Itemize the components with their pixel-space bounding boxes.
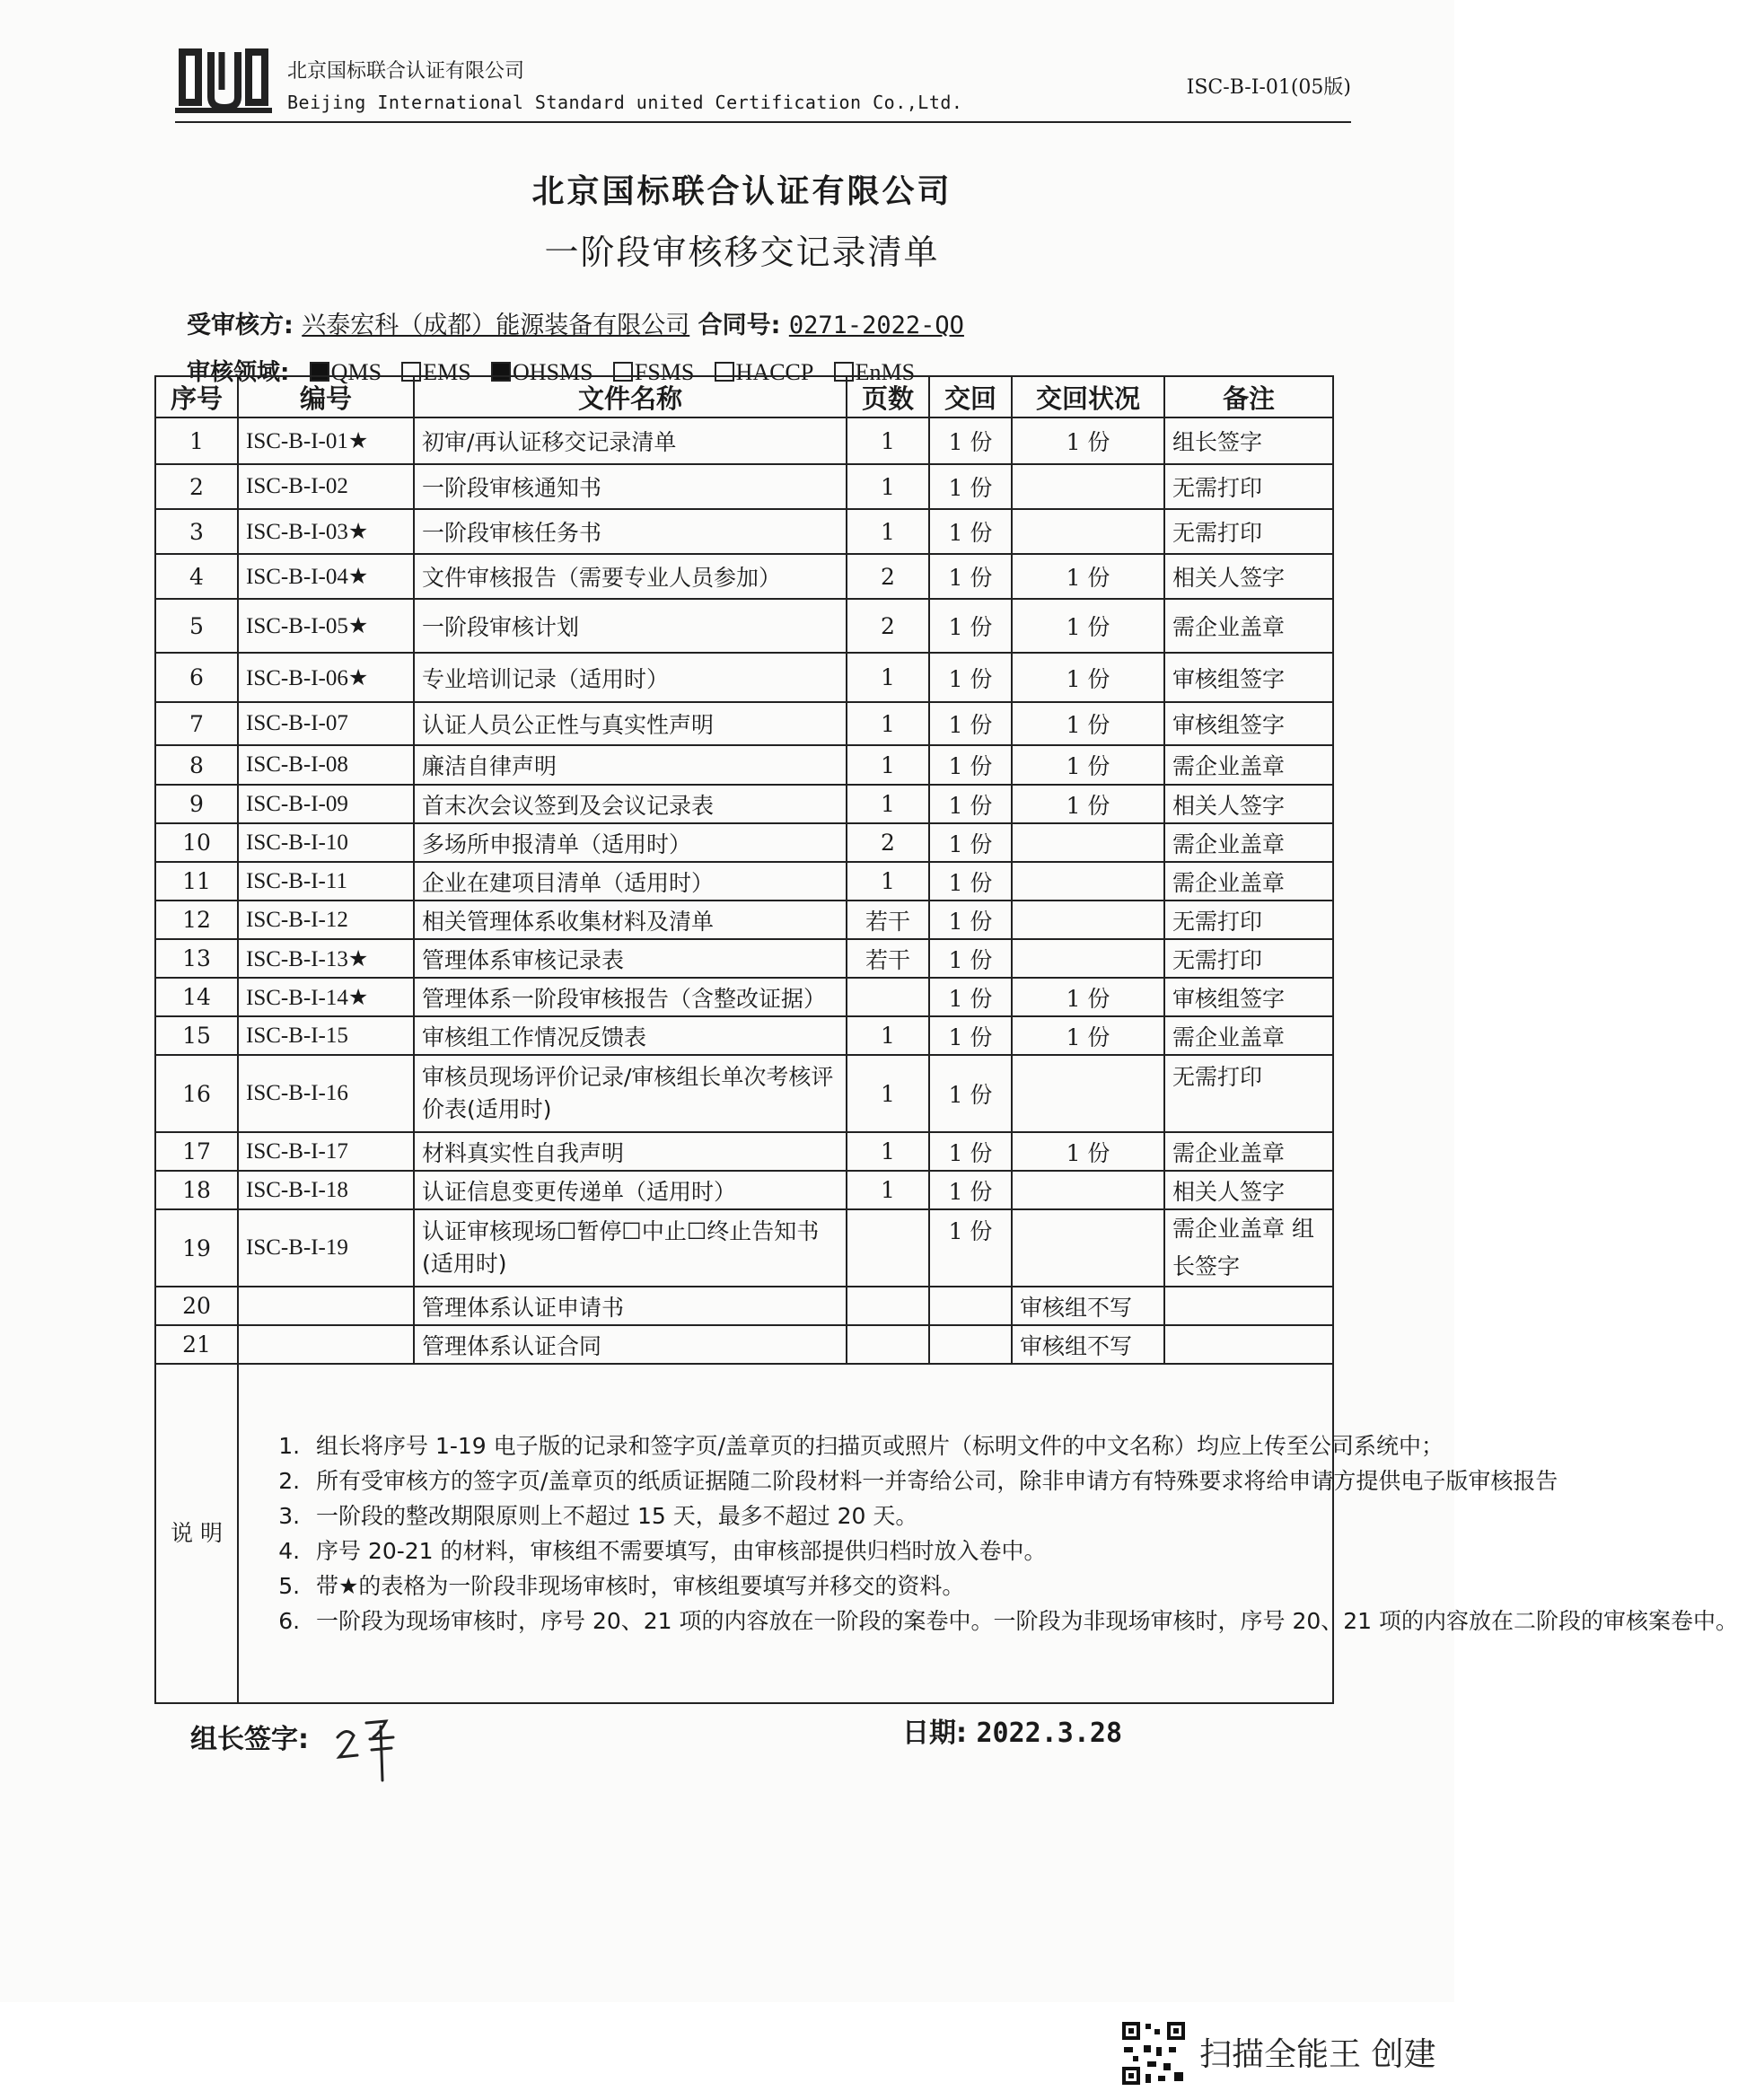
cell-returned: 1 份	[929, 464, 1012, 509]
cell-code: ISC-B-I-13★	[238, 939, 414, 978]
cell-pages: 若干	[847, 901, 929, 939]
cell-pages: 1	[847, 464, 929, 509]
contract-number: 0271-2022-QO	[788, 312, 964, 339]
column-header-no: 序号	[155, 376, 238, 417]
cell-status: 1 份	[1012, 745, 1164, 785]
cell-code: ISC-B-I-03★	[238, 509, 414, 554]
cell-returned	[929, 1287, 1012, 1325]
cell-no: 18	[155, 1171, 238, 1209]
cell-no: 19	[155, 1209, 238, 1287]
document-code: ISC-B-I-01(05版)	[1186, 76, 1351, 99]
cell-status	[1012, 464, 1164, 509]
cell-pages: 1	[847, 417, 929, 464]
cell-no: 8	[155, 745, 238, 785]
cell-filename: 审核组工作情况反馈表	[414, 1016, 847, 1055]
table-header-row	[155, 376, 1333, 417]
cell-returned: 1 份	[929, 1171, 1012, 1209]
cell-status: 1 份	[1012, 653, 1164, 702]
qr-code-icon	[1120, 2020, 1187, 2087]
audited-party-value: 兴泰宏科（成都）能源装备有限公司	[302, 312, 690, 339]
cell-code: ISC-B-I-17	[238, 1132, 414, 1171]
table-row	[155, 978, 1333, 1016]
cell-remarks: 无需打印	[1164, 464, 1333, 509]
note-item: 6. 一阶段为现场审核时，序号 20、21 项的内容放在一阶段的案卷中。一阶段为非现场审核时，序号 20、21 项的内容放在二阶段的审核案卷中。	[307, 1604, 1325, 1639]
note-item: 1. 组长将序号 1-19 电子版的记录和签字页/盖章页的扫描页或照片（标明文件的中文名称）均应上传至公司系统中；	[307, 1428, 1325, 1463]
cell-no: 21	[155, 1325, 238, 1364]
cell-filename: 相关管理体系收集材料及清单	[414, 901, 847, 939]
table-row	[155, 785, 1333, 823]
column-header-pages: 页数	[847, 376, 929, 417]
table-row	[155, 417, 1333, 464]
audited-party-row	[187, 305, 964, 340]
cell-remarks: 需企业盖章	[1164, 823, 1333, 862]
cell-status: 1 份	[1012, 417, 1164, 464]
cell-status	[1012, 1171, 1164, 1209]
cell-status	[1012, 939, 1164, 978]
cell-returned: 1 份	[929, 1016, 1012, 1055]
table-row	[155, 745, 1333, 785]
cell-remarks	[1164, 1287, 1333, 1325]
cell-returned: 1 份	[929, 554, 1012, 599]
notes-row	[155, 1364, 1333, 1703]
cell-pages	[847, 1325, 929, 1364]
column-header-status: 交回状况	[1012, 376, 1164, 417]
cell-code: ISC-B-I-08	[238, 745, 414, 785]
notes-list	[246, 1428, 1738, 1639]
cell-pages: 1	[847, 1016, 929, 1055]
cell-remarks: 无需打印	[1164, 901, 1333, 939]
table-row	[155, 1209, 1333, 1287]
cell-returned: 1 份	[929, 901, 1012, 939]
cell-code: ISC-B-I-01★	[238, 417, 414, 464]
cell-no: 2	[155, 464, 238, 509]
scope-haccp: HACCP	[735, 359, 814, 385]
cell-filename: 认证审核现场☐暂停☐中止☐终止告知书(适用时)	[414, 1209, 847, 1287]
cell-no: 11	[155, 862, 238, 901]
cell-pages: 1	[847, 702, 929, 745]
note-item: 3. 一阶段的整改期限原则上不超过 15 天，最多不超过 20 天。	[307, 1498, 1325, 1533]
cell-code: ISC-B-I-10	[238, 823, 414, 862]
cell-remarks: 组长签字	[1164, 417, 1333, 464]
cell-no: 7	[155, 702, 238, 745]
cell-no: 3	[155, 509, 238, 554]
table-row	[155, 1171, 1333, 1209]
leader-signature-label: 组长签字:	[190, 1724, 309, 1755]
cell-filename: 材料真实性自我声明	[414, 1132, 847, 1171]
table-row	[155, 653, 1333, 702]
table-row	[155, 1132, 1333, 1171]
table-row	[155, 1287, 1333, 1325]
cell-filename: 一阶段审核计划	[414, 599, 847, 653]
cell-status: 1 份	[1012, 978, 1164, 1016]
cell-remarks	[1164, 1325, 1333, 1364]
cell-code: ISC-B-I-18	[238, 1171, 414, 1209]
cell-returned: 1 份	[929, 1055, 1012, 1132]
cell-filename: 认证人员公正性与真实性声明	[414, 702, 847, 745]
cell-code: ISC-B-I-15	[238, 1016, 414, 1055]
cell-pages: 1	[847, 1171, 929, 1209]
cell-returned: 1 份	[929, 509, 1012, 554]
cell-status	[1012, 862, 1164, 901]
cell-remarks: 需企业盖章 组长签字	[1164, 1209, 1333, 1287]
cell-returned: 1 份	[929, 1132, 1012, 1171]
cell-status: 审核组不写	[1012, 1325, 1164, 1364]
table-row	[155, 554, 1333, 599]
scope-ems: EMS	[423, 359, 471, 385]
cell-filename: 多场所申报清单（适用时）	[414, 823, 847, 862]
cell-code	[238, 1287, 414, 1325]
cell-code	[238, 1325, 414, 1364]
cell-code: ISC-B-I-14★	[238, 978, 414, 1016]
column-header-returned: 交回	[929, 376, 1012, 417]
scope-qms: QMS	[330, 359, 382, 385]
scanner-watermark: 扫描全能王 创建	[1199, 2036, 1436, 2073]
cell-filename: 审核员现场评价记录/审核组长单次考核评价表(适用时)	[414, 1055, 847, 1132]
cell-remarks: 审核组签字	[1164, 702, 1333, 745]
cell-returned: 1 份	[929, 745, 1012, 785]
handover-table	[154, 375, 1738, 1704]
company-name-cn: 北京国标联合认证有限公司	[287, 60, 525, 83]
cell-remarks: 需企业盖章	[1164, 599, 1333, 653]
cell-filename: 专业培训记录（适用时）	[414, 653, 847, 702]
cell-remarks: 需企业盖章	[1164, 862, 1333, 901]
cell-filename: 一阶段审核任务书	[414, 509, 847, 554]
cell-status: 审核组不写	[1012, 1287, 1164, 1325]
cell-no: 20	[155, 1287, 238, 1325]
notes-cell	[238, 1364, 1738, 1703]
note-item: 4. 序号 20-21 的材料，审核组不需要填写，由审核部提供归档时放入卷中。	[307, 1533, 1325, 1568]
table-row	[155, 702, 1333, 745]
cell-code: ISC-B-I-04★	[238, 554, 414, 599]
cell-pages: 2	[847, 823, 929, 862]
cell-filename: 认证信息变更传递单（适用时）	[414, 1171, 847, 1209]
cell-pages	[847, 1287, 929, 1325]
cell-filename: 管理体系认证合同	[414, 1325, 847, 1364]
cell-pages: 2	[847, 554, 929, 599]
letterhead	[175, 36, 1351, 123]
cell-filename: 企业在建项目清单（适用时）	[414, 862, 847, 901]
cell-pages	[847, 978, 929, 1016]
cell-returned: 1 份	[929, 939, 1012, 978]
cell-no: 15	[155, 1016, 238, 1055]
audited-party-label: 受审核方:	[187, 312, 294, 339]
table-row	[155, 862, 1333, 901]
cell-returned: 1 份	[929, 599, 1012, 653]
table-row	[155, 1325, 1333, 1364]
cell-no: 13	[155, 939, 238, 978]
cell-no: 5	[155, 599, 238, 653]
cell-filename: 一阶段审核通知书	[414, 464, 847, 509]
cell-no: 10	[155, 823, 238, 862]
cell-remarks: 审核组签字	[1164, 653, 1333, 702]
cell-filename: 管理体系认证申请书	[414, 1287, 847, 1325]
cell-status: 1 份	[1012, 554, 1164, 599]
document-form-title: 一阶段审核移交记录清单	[544, 233, 940, 272]
cell-returned: 1 份	[929, 978, 1012, 1016]
table-row	[155, 599, 1333, 653]
cell-pages: 2	[847, 599, 929, 653]
cell-status: 1 份	[1012, 785, 1164, 823]
cell-status: 1 份	[1012, 1016, 1164, 1055]
date-value: 2022.3.28	[976, 1718, 1123, 1749]
cell-remarks: 无需打印	[1164, 1055, 1333, 1132]
cell-returned: 1 份	[929, 862, 1012, 901]
cell-code: ISC-B-I-06★	[238, 653, 414, 702]
document-company-title: 北京国标联合认证有限公司	[531, 173, 952, 210]
cell-pages: 若干	[847, 939, 929, 978]
cell-status	[1012, 1209, 1164, 1287]
cell-returned	[929, 1325, 1012, 1364]
table-row	[155, 509, 1333, 554]
cell-pages: 1	[847, 1055, 929, 1132]
note-item: 2. 所有受审核方的签字页/盖章页的纸质证据随二阶段材料一并寄给公司，除非申请方有特殊要求将给申请方提供电子版审核报告	[307, 1463, 1325, 1498]
cell-pages: 1	[847, 745, 929, 785]
table-row	[155, 901, 1333, 939]
cell-returned: 1 份	[929, 1209, 1012, 1287]
cell-pages: 1	[847, 1132, 929, 1171]
cell-status: 1 份	[1012, 599, 1164, 653]
column-header-code: 编号	[238, 376, 414, 417]
cell-status	[1012, 1055, 1164, 1132]
cell-returned: 1 份	[929, 823, 1012, 862]
cell-remarks: 相关人签字	[1164, 1171, 1333, 1209]
cell-no: 14	[155, 978, 238, 1016]
cell-code: ISC-B-I-09	[238, 785, 414, 823]
cell-no: 9	[155, 785, 238, 823]
column-header-filename: 文件名称	[414, 376, 847, 417]
date-row	[902, 1710, 1122, 1750]
cell-remarks: 需企业盖章	[1164, 745, 1333, 785]
cell-no: 12	[155, 901, 238, 939]
cell-filename: 首末次会议签到及会议记录表	[414, 785, 847, 823]
cell-no: 17	[155, 1132, 238, 1171]
cell-filename: 文件审核报告（需要专业人员参加）	[414, 554, 847, 599]
cell-filename: 廉洁自律声明	[414, 745, 847, 785]
cell-remarks: 无需打印	[1164, 939, 1333, 978]
cell-code: ISC-B-I-05★	[238, 599, 414, 653]
cell-filename: 初审/再认证移交记录清单	[414, 417, 847, 464]
cell-remarks: 需企业盖章	[1164, 1016, 1333, 1055]
cell-returned: 1 份	[929, 702, 1012, 745]
handwritten-signature-icon	[330, 1710, 407, 1787]
cell-no: 1	[155, 417, 238, 464]
cell-code: ISC-B-I-19	[238, 1209, 414, 1287]
cell-remarks: 相关人签字	[1164, 785, 1333, 823]
cell-no: 16	[155, 1055, 238, 1132]
table-row	[155, 1055, 1333, 1132]
company-logo-icon	[175, 43, 274, 115]
cell-filename: 管理体系一阶段审核报告（含整改证据）	[414, 978, 847, 1016]
scope-enms: EnMS	[855, 359, 916, 385]
cell-status	[1012, 901, 1164, 939]
cell-returned: 1 份	[929, 417, 1012, 464]
note-item: 5. 带★的表格为一阶段非现场审核时，审核组要填写并移交的资料。	[307, 1568, 1325, 1604]
cell-pages: 1	[847, 785, 929, 823]
cell-code: ISC-B-I-02	[238, 464, 414, 509]
scope-ohsms: OHSMS	[513, 359, 593, 385]
cell-pages: 1	[847, 653, 929, 702]
table-row	[155, 823, 1333, 862]
cell-pages: 1	[847, 509, 929, 554]
cell-pages: 1	[847, 862, 929, 901]
cell-code: ISC-B-I-12	[238, 901, 414, 939]
cell-no: 4	[155, 554, 238, 599]
contract-label: 合同号:	[698, 312, 781, 339]
cell-remarks: 需企业盖章	[1164, 1132, 1333, 1171]
company-name-en: Beijing International Standard united Certification Co.,Ltd.	[287, 92, 963, 113]
cell-status: 1 份	[1012, 1132, 1164, 1171]
cell-filename: 管理体系审核记录表	[414, 939, 847, 978]
cell-pages	[847, 1209, 929, 1287]
scope-fsms: FSMS	[634, 359, 695, 385]
cell-status: 1 份	[1012, 702, 1164, 745]
cell-remarks: 审核组签字	[1164, 978, 1333, 1016]
cell-returned: 1 份	[929, 653, 1012, 702]
notes-label: 说 明	[155, 1364, 238, 1703]
date-label: 日期:	[902, 1718, 967, 1749]
table-row	[155, 1016, 1333, 1055]
table-row	[155, 939, 1333, 978]
cell-returned: 1 份	[929, 785, 1012, 823]
cell-no: 6	[155, 653, 238, 702]
cell-code: ISC-B-I-16	[238, 1055, 414, 1132]
audit-scope-label: 审核领域:	[187, 359, 290, 386]
cell-remarks: 无需打印	[1164, 509, 1333, 554]
cell-status	[1012, 823, 1164, 862]
table-row	[155, 464, 1333, 509]
column-header-remarks: 备注	[1164, 376, 1333, 417]
cell-remarks: 相关人签字	[1164, 554, 1333, 599]
cell-status	[1012, 509, 1164, 554]
cell-code: ISC-B-I-11	[238, 862, 414, 901]
cell-code: ISC-B-I-07	[238, 702, 414, 745]
